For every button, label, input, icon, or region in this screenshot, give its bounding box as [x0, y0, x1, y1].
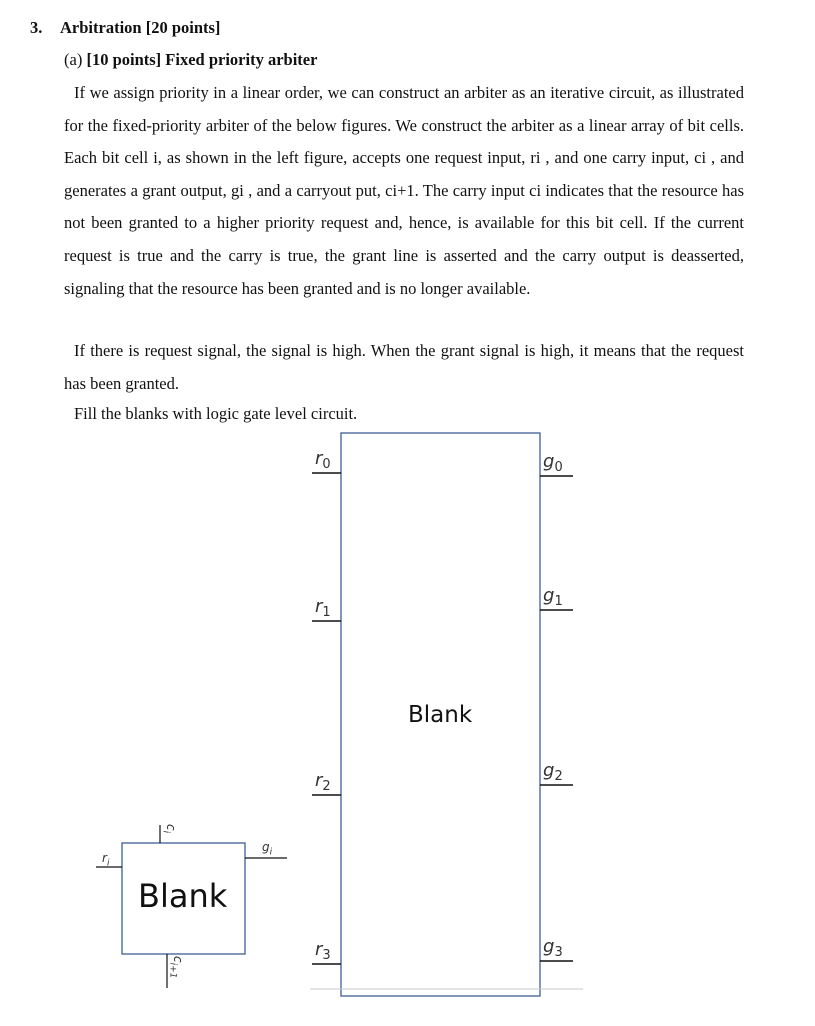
g2-label: $g_2$ [543, 760, 563, 784]
r3-label: $r_3$ [315, 939, 331, 963]
ri-label: $r_i$ [102, 851, 110, 869]
ci-label: $c_i$ [160, 824, 178, 834]
question-number: 3. [30, 18, 43, 37]
part-a-title: [10 points] Fixed priority arbiter [86, 50, 318, 69]
gi-label: $g_i$ [262, 840, 273, 858]
ci1-label: $c_{i+1}$ [167, 956, 185, 979]
g1-label: $g_1$ [543, 585, 563, 609]
paragraph-signal-description: If there is request signal, the signal is high. When the grant signal is high, it means that the request has been granted. [64, 341, 744, 393]
paragraph-arbiter-description: If we assign priority in a linear order, we can construct an arbiter as an iterative circuit, as illustrated for the fixed-priority arbiter of the below figures. We construct the arbiter as a linear array of bit cells. Each bit cell i, as shown in the left figure, accepts one request input, ri , and one carry input, ci , and generates a grant output, gi , and a carryout put, ci+1. The carry input ci indicates that the resource has not been granted to a higher priority request and, hence, is available for this bit cell. If the current request is true and the carry is true, the grant line is asserted and the carry output is deasserted, signaling that the resource has been granted and is no longer available. [64, 83, 744, 298]
r2-label: $r_2$ [315, 770, 331, 794]
bit-cell-blank-label: Blank [138, 877, 228, 915]
g3-label: $g_3$ [543, 936, 563, 960]
g0-label: $g_0$ [543, 451, 563, 475]
question-title: Arbitration [20 points] [60, 18, 221, 37]
paragraph-instruction: Fill the blanks with logic gate level circuit. [74, 404, 358, 423]
r0-label: $r_0$ [315, 448, 331, 472]
r1-label: $r_1$ [315, 596, 331, 620]
part-a-label: (a) [64, 50, 83, 69]
arbiter-blank-label: Blank [408, 702, 473, 728]
